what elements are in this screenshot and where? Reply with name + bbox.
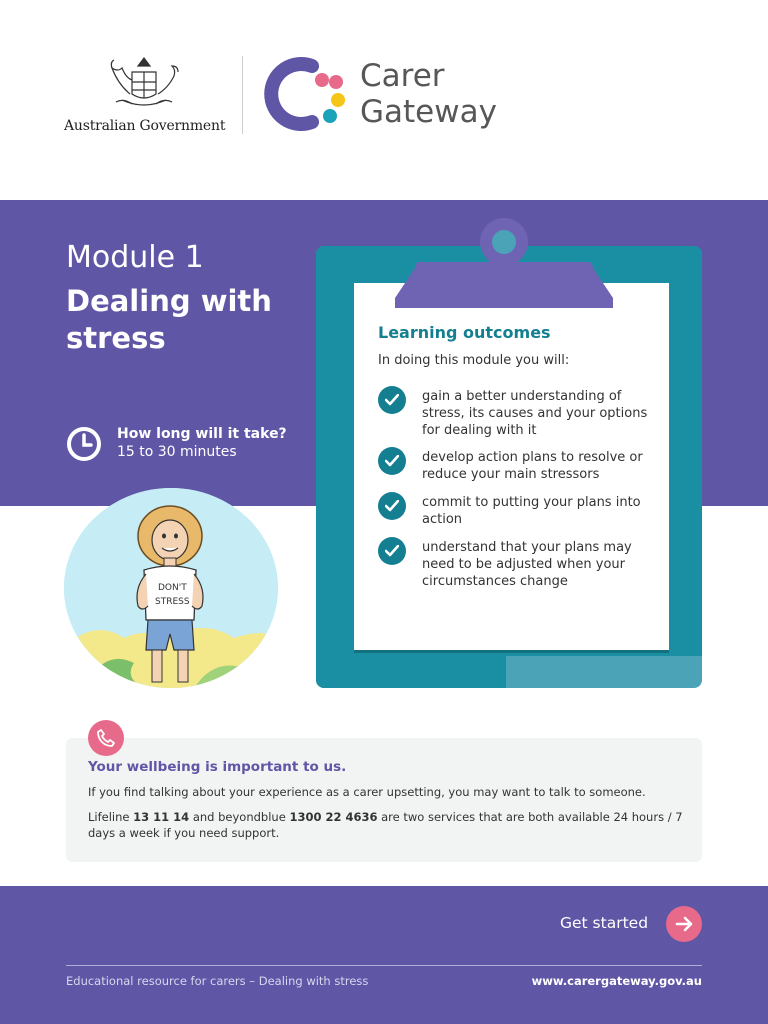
arrow-right-icon[interactable] — [666, 906, 702, 942]
learning-outcomes-title: Learning outcomes — [378, 323, 551, 342]
logo-divider — [242, 56, 243, 134]
carer-gateway-wordmark[interactable] — [360, 58, 497, 130]
shirt-text-1: DON'T — [158, 583, 187, 593]
wellbeing-title: Your wellbeing is important to us. — [88, 759, 347, 775]
clock-icon — [66, 426, 102, 462]
check-icon — [378, 492, 406, 520]
beyondblue-number[interactable]: 1300 22 4636 — [289, 810, 378, 824]
clipboard-clip-icon — [395, 216, 613, 308]
carer-gateway-logo-icon[interactable] — [262, 54, 348, 134]
support-text: are two services that are both available 24 hours / 7 days a week if you need support. — [88, 810, 683, 840]
lifeline-label: Lifeline — [88, 810, 134, 824]
outcome-text: commit to putting your plans into action — [422, 495, 641, 527]
wellbeing-panel — [66, 738, 702, 862]
brand-line-2: Gateway — [360, 94, 497, 130]
shirt-text-2: STRESS — [155, 597, 190, 607]
get-started-button[interactable] — [560, 906, 702, 942]
check-icon — [378, 537, 406, 565]
wellbeing-support-text — [88, 809, 688, 841]
duration-answer: 15 to 30 minutes — [117, 444, 237, 460]
coat-of-arms-icon — [102, 54, 186, 112]
outcome-text: gain a better understanding of stress, its causes and your options for dealing with it — [422, 389, 648, 438]
check-icon — [378, 447, 406, 475]
footer-url-link[interactable]: www.carergateway.gov.au — [531, 974, 702, 988]
carer-illustration — [64, 488, 278, 688]
check-icon — [378, 386, 406, 414]
learning-outcomes-intro: In doing this module you will: — [378, 353, 570, 368]
wellbeing-text: If you find talking about your experience as a carer upsetting, you may want to talk to someone. — [88, 785, 646, 799]
page-title: Dealing with stress — [66, 284, 272, 355]
australian-government-logo[interactable] — [64, 54, 226, 136]
government-label: Australian Government — [64, 118, 226, 134]
outcome-text: understand that your plans may need to be adjusted when your circumstances change — [422, 540, 632, 589]
footer-divider — [66, 965, 702, 966]
duration-info — [66, 426, 306, 466]
stressed-carer-drawing — [64, 488, 278, 688]
lifeline-number[interactable]: 13 11 14 — [133, 810, 190, 824]
brand-line-1: Carer — [360, 58, 445, 94]
module-label: Module 1 — [66, 240, 204, 275]
beyondblue-label: and beyondblue — [189, 810, 290, 824]
get-started-label: Get started — [560, 914, 649, 932]
outcome-text: develop action plans to resolve or reduce your main stressors — [422, 450, 643, 482]
footer-note: Educational resource for carers – Dealing with stress — [66, 974, 369, 988]
duration-question: How long will it take? — [117, 426, 287, 442]
phone-icon — [88, 720, 124, 756]
header — [0, 0, 768, 200]
